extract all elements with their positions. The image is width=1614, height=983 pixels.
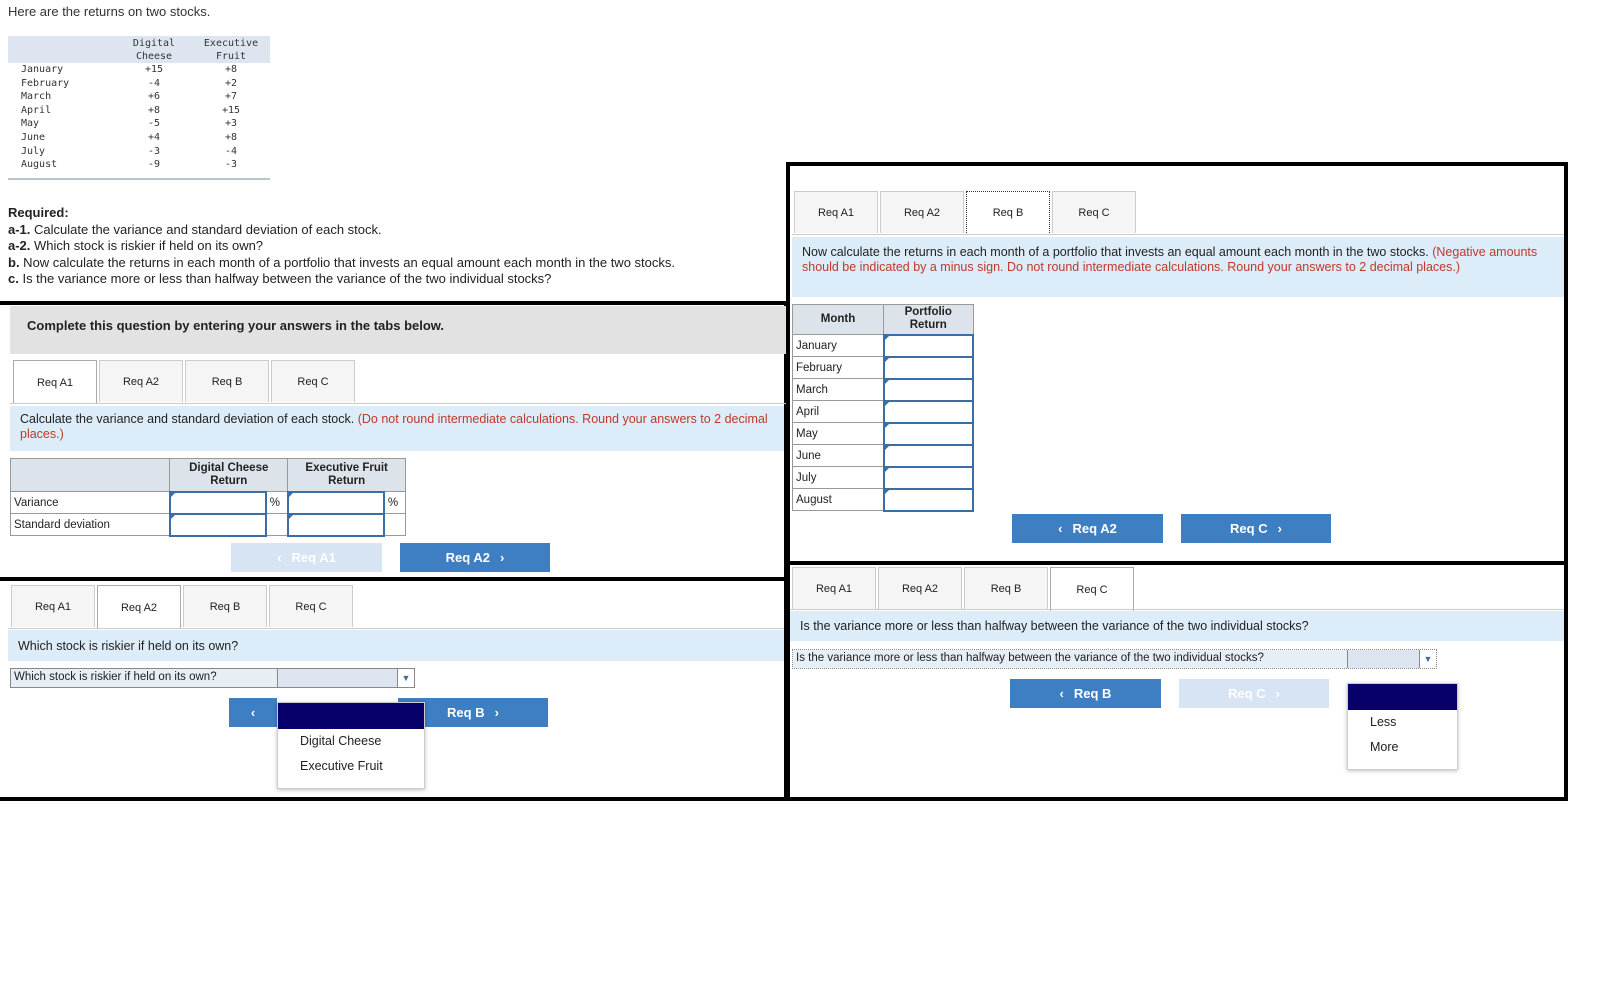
header-digital-cheese: Digital Cheese (132, 38, 176, 62)
prev-req-a1-button[interactable]: ‹ Req A1 (231, 543, 382, 572)
b-col-portfolio-return: Portfolio Return (884, 305, 974, 335)
a2-label: a-2. (8, 238, 31, 253)
table-row (793, 379, 974, 401)
tabs-c (792, 567, 1136, 611)
a2-dropdown-label: Which stock is riskier if held on its own? (11, 669, 277, 687)
prev-req-a1-button-a2[interactable]: ‹ (229, 698, 277, 727)
month-label: February (793, 357, 884, 379)
chevron-down-icon[interactable]: ▼ (397, 669, 414, 687)
a2-instruction-text: Which stock is riskier if held on its own? (18, 639, 239, 653)
table-row (793, 489, 974, 511)
month-cell: July (21, 145, 46, 157)
executive-fruit-cell: +7 (224, 91, 238, 103)
tab-req-c[interactable]: Req C (1050, 567, 1134, 611)
a2-instruction (8, 630, 784, 661)
returns-row (8, 104, 270, 118)
tab-req-b[interactable]: Req B (183, 585, 267, 627)
returns-row (8, 158, 270, 172)
tabs-b (794, 191, 1138, 235)
tab-req-a1[interactable]: Req A1 (792, 567, 876, 609)
returns-row (8, 63, 270, 77)
b-text: Now calculate the returns in each month of a portfolio that invests an equal amount each month in the two stocks. (19, 254, 675, 270)
b-col-month: Month (793, 305, 884, 335)
option-more[interactable]: More (1370, 740, 1399, 754)
portfolio-return-input[interactable] (884, 489, 974, 511)
menu-highlight-blank[interactable] (1348, 684, 1457, 710)
c-dropdown-row (792, 649, 1437, 669)
tab-req-b[interactable]: Req B (185, 360, 269, 402)
executive-fruit-cell: +15 (221, 104, 241, 116)
chevron-down-icon[interactable]: ▼ (1419, 650, 1436, 668)
b-label: b. (8, 254, 20, 270)
executive-fruit-cell: +8 (224, 64, 238, 75)
std-dev-executive-fruit-input[interactable] (288, 514, 384, 536)
menu-highlight-blank[interactable] (278, 703, 424, 729)
month-cell: June (21, 131, 46, 143)
b-instruction-note: (Negative amounts should be indicated by a minus sign. Do not round intermediate calculations. Round your answers to 2 decimal places.) (802, 245, 1538, 274)
digital-cheese-cell: +15 (144, 64, 164, 75)
std-dev-digital-cheese-input[interactable] (170, 514, 266, 536)
table-row (793, 423, 974, 445)
a1-instruction (10, 406, 784, 451)
table-row (793, 445, 974, 467)
digital-cheese-cell: -9 (147, 159, 161, 171)
month-cell: August (21, 159, 58, 171)
tab-req-a2[interactable]: Req A2 (880, 191, 964, 233)
header-executive-fruit: Executive Fruit (203, 38, 259, 62)
returns-row (8, 131, 270, 145)
variance-digital-cheese-input[interactable] (170, 492, 266, 514)
a2-dropdown-menu (277, 702, 425, 789)
a2-text: Which stock is riskier if held on its own? (30, 238, 264, 253)
tab-req-b[interactable]: Req B (966, 191, 1050, 235)
b-instruction-text: Now calculate the returns in each month of a portfolio that invests an equal amount each month in the two stocks. (802, 245, 1429, 259)
tabs-a2 (11, 585, 355, 629)
executive-fruit-cell: +2 (224, 77, 238, 89)
tab-req-a1[interactable]: Req A1 (13, 360, 97, 404)
a1-instruction-text: Calculate the variance and standard deviation of each stock. (20, 412, 355, 426)
table-row (793, 335, 974, 357)
a1-answer-table (10, 458, 406, 537)
executive-fruit-cell: +8 (224, 131, 238, 143)
month-label: January (793, 335, 884, 357)
returns-table-header (8, 36, 270, 63)
portfolio-return-input[interactable] (884, 423, 974, 445)
tab-req-a1[interactable]: Req A1 (794, 191, 878, 233)
table-row (793, 401, 974, 423)
next-req-a2-button[interactable]: Req A2 › (400, 543, 550, 572)
std-dev-label: Standard deviation (11, 514, 170, 536)
prev-req-a2-button[interactable]: ‹ Req A2 (1012, 514, 1163, 543)
month-label: July (793, 467, 884, 489)
next-req-c-button[interactable]: Req C › (1181, 514, 1331, 543)
option-executive-fruit[interactable]: Executive Fruit (300, 759, 383, 773)
portfolio-return-input[interactable] (884, 467, 974, 489)
a1-text: Calculate the variance and standard deviation of each stock. (30, 221, 382, 237)
digital-cheese-cell: -4 (147, 77, 161, 89)
b-instruction (792, 237, 1564, 297)
month-label: May (793, 423, 884, 445)
a1-instruction-note: (Do not round intermediate calculations. Round your answers to 2 decimal places.) (20, 412, 768, 441)
portfolio-return-input[interactable] (884, 445, 974, 467)
executive-fruit-cell: -3 (224, 159, 238, 171)
returns-row (8, 145, 270, 159)
a1-col-digital-cheese: Digital Cheese Return (170, 459, 288, 492)
c-dropdown-label: Is the variance more or less than halfway between the variance of the two individual stocks? (793, 650, 1347, 668)
month-cell: March (21, 91, 52, 103)
month-label: August (793, 489, 884, 511)
next-req-c-button-disabled[interactable]: Req C › (1179, 679, 1329, 708)
month-cell: April (21, 104, 52, 116)
c-instruction-text: Is the variance more or less than halfway between the variance of the two individual stocks? (800, 619, 1309, 633)
returns-row (8, 90, 270, 104)
complete-banner (10, 306, 786, 354)
variance-executive-fruit-input[interactable] (288, 492, 384, 514)
portfolio-return-input[interactable] (884, 357, 974, 379)
tab-req-c[interactable]: Req C (1052, 191, 1136, 233)
tabs-a1 (13, 360, 357, 404)
executive-fruit-cell: -4 (224, 145, 238, 157)
table-row (793, 357, 974, 379)
a2-dropdown-row (10, 668, 415, 688)
a1-label: a-1. (8, 221, 31, 237)
c-instruction (790, 611, 1564, 641)
required-section (8, 205, 675, 288)
prev-req-b-button[interactable]: ‹ Req B (1010, 679, 1161, 708)
portfolio-return-input[interactable] (884, 379, 974, 401)
table-row (793, 467, 974, 489)
portfolio-return-input[interactable] (884, 335, 974, 357)
c-text: Is the variance more or less than halfway between the variance of the two individual stocks? (18, 271, 552, 286)
month-cell: May (21, 118, 40, 130)
month-cell: February (21, 77, 70, 89)
next-req-b-button[interactable]: Req B › (398, 698, 548, 727)
tab-req-c[interactable]: Req C (271, 360, 355, 402)
tab-req-a2[interactable]: Req A2 (99, 360, 183, 402)
tab-req-b[interactable]: Req B (964, 567, 1048, 609)
c-label: c. (8, 271, 19, 286)
c-select[interactable] (1347, 650, 1436, 668)
a1-col-executive-fruit: Executive Fruit Return (288, 459, 406, 492)
returns-row (8, 77, 270, 91)
required-title: Required: (8, 205, 69, 220)
c-dropdown-menu (1347, 683, 1458, 770)
tab-req-a2[interactable]: Req A2 (97, 585, 181, 629)
month-label: March (793, 379, 884, 401)
tab-req-a2[interactable]: Req A2 (878, 567, 962, 609)
a2-select[interactable] (277, 669, 414, 687)
digital-cheese-cell: +4 (147, 131, 161, 143)
digital-cheese-cell: +8 (147, 104, 161, 116)
month-label: June (793, 445, 884, 467)
month-cell: January (21, 64, 64, 75)
intro-text: Here are the returns on two stocks. (8, 4, 211, 19)
pct-sign: % (384, 492, 406, 514)
digital-cheese-cell: -5 (147, 118, 161, 130)
complete-banner-text: Complete this question by entering your answers in the tabs below. (27, 318, 445, 333)
portfolio-return-input[interactable] (884, 401, 974, 423)
month-label: April (793, 401, 884, 423)
b-answer-table (792, 304, 974, 512)
executive-fruit-cell: +3 (224, 118, 238, 130)
digital-cheese-cell: +6 (147, 91, 161, 103)
returns-table (8, 36, 270, 180)
returns-row (8, 117, 270, 131)
tab-req-a1[interactable]: Req A1 (11, 585, 95, 627)
pct-sign: % (266, 492, 288, 514)
tab-req-c[interactable]: Req C (269, 585, 353, 627)
option-digital-cheese[interactable]: Digital Cheese (300, 734, 382, 748)
digital-cheese-cell: -3 (147, 145, 161, 157)
option-less[interactable]: Less (1370, 715, 1397, 729)
variance-label: Variance (11, 492, 170, 514)
